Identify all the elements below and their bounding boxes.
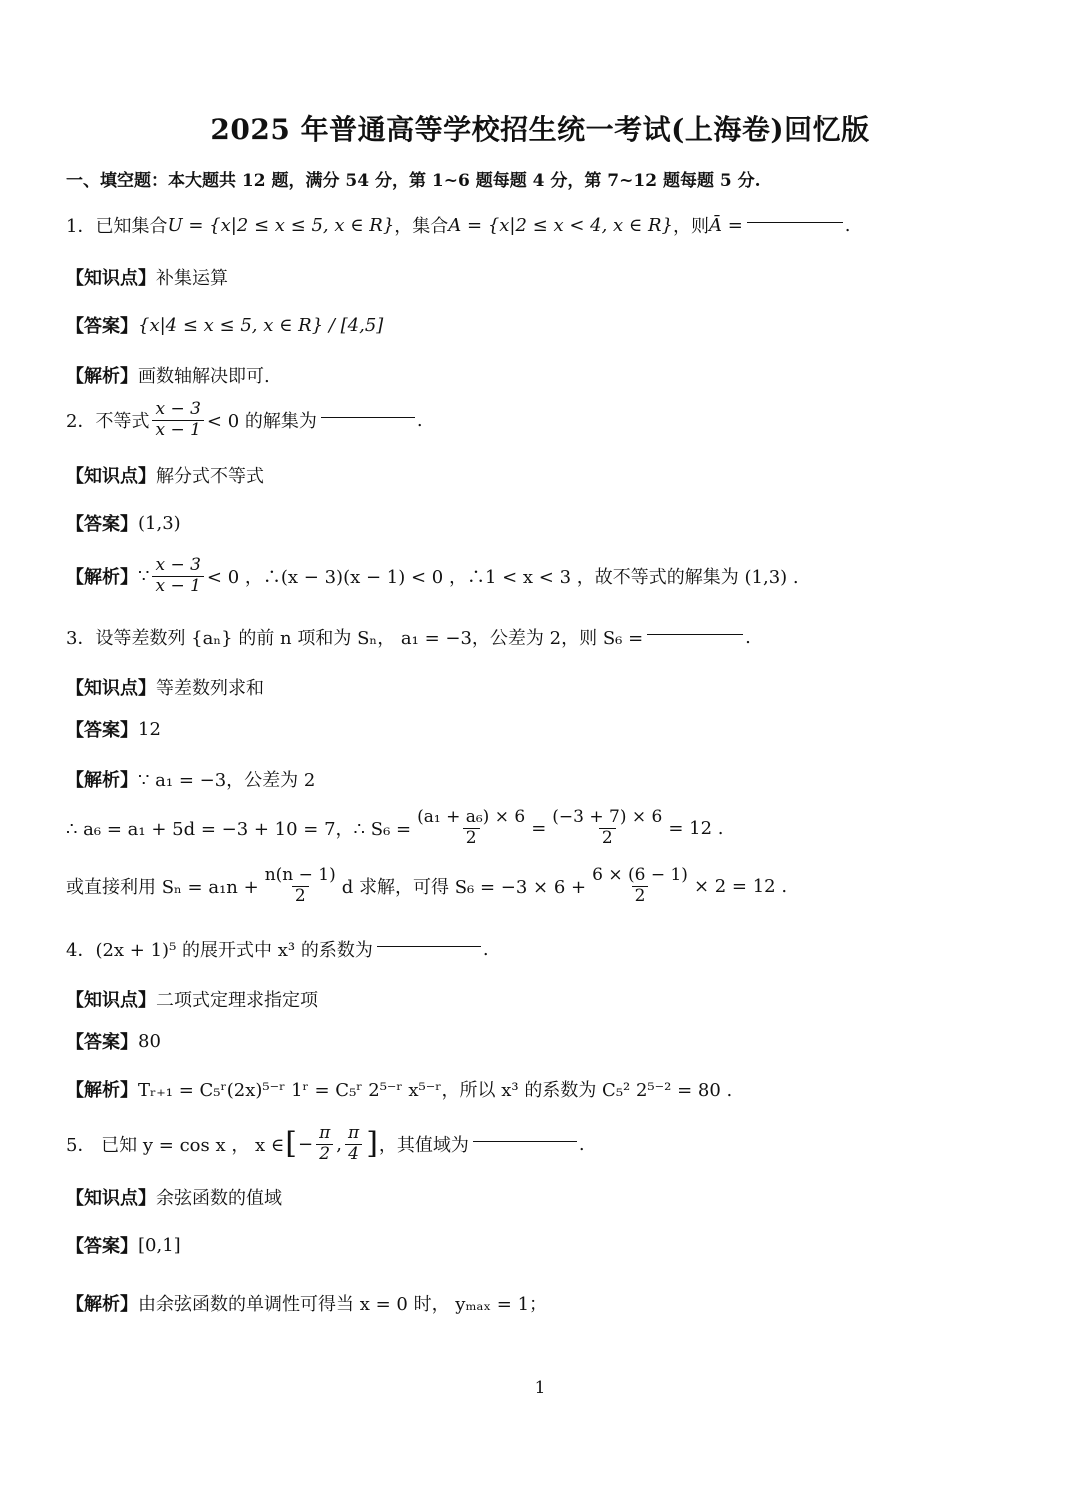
q4-answer-text: 80 [138,1030,161,1052]
q2-end: . [416,409,423,431]
answer-tag: 【答案】 [66,316,138,337]
q1-mid: ，集合 [394,216,449,237]
q3-answer-text: 12 [138,718,161,740]
q5-end: . [578,1133,585,1155]
q3-l2-den1: 2 [292,886,309,907]
analysis-tag: 【解析】 [66,1294,138,1315]
q4-answer [66,1028,161,1054]
q3-l2-num2: 6 × (6 − 1) [592,865,688,885]
q1-tail: ，则 [672,216,709,237]
q4-answer-blank [377,945,481,947]
q1-set-a: A = {x|2 ≤ x < 4, x ∈ R} [448,214,673,236]
q3-analysis [66,766,315,792]
answer-tag: 【答案】 [66,514,138,535]
q2-answer-blank [321,416,415,418]
q5-answer-text: [0,1] [138,1234,181,1256]
q2-relation: < 0 的解集为 [206,411,317,433]
q4-prefix: 4． [66,940,96,961]
q1-set-u: U = {x|2 ≤ x ≤ 5, x ∈ R} [167,214,395,236]
q4-analysis-text: Tᵣ₊₁ = C₅ʳ(2x)⁵⁻ʳ 1ʳ = C₅ʳ 2⁵⁻ʳ x⁵⁻ʳ，所以 x³ 的系数为 C₅² 2⁵⁻² = 80 . [138,1080,733,1101]
q5-fraction-2 [345,1124,362,1164]
q4-knowledge-text: 二项式定理求指定项 [156,990,318,1011]
q2-analysis-text: < 0 ，∴(x − 3)(x − 1) < 0 ，∴1 < x < 3 ，故不等式的解集为 (1,3) . [206,567,799,589]
q2-analysis-fraction [152,556,203,596]
analysis-tag: 【解析】 [66,1080,138,1101]
question-5 [66,1124,585,1164]
q2-answer-text: (1,3) [138,512,181,534]
q3-text: 3．设等差数列 {aₙ} 的前 n 项和为 Sₙ， a₁ = −3，公差为 2，则 S₆ = [66,628,644,649]
q3-l2-end: × 2 = 12 . [693,875,788,897]
q5-num2: π [348,1123,360,1143]
q1-answer-blank [747,221,843,223]
q1-knowledge [66,264,228,290]
q5-left-bracket: [ [285,1126,297,1162]
q5-right-bracket: ] [366,1126,378,1162]
q1-analysis-text: 画数轴解决即可. [138,366,270,387]
q1-analysis [66,362,270,388]
q3-l1-end: = 12 . [668,817,724,839]
q5-negative-sign: − [297,1133,314,1155]
question-1 [66,212,851,238]
q5-knowledge-text: 余弦函数的值域 [156,1188,282,1209]
q3-l1-num1: (a₁ + a₆) × 6 [417,807,526,827]
q3-analysis-text: ∵ a₁ = −3，公差为 2 [138,770,316,791]
page-number: 1 [534,1378,546,1398]
knowledge-tag: 【知识点】 [66,466,156,487]
q3-knowledge [66,674,264,700]
knowledge-tag: 【知识点】 [66,268,156,289]
question-2 [66,400,423,440]
q3-l2-den2: 2 [632,886,649,907]
knowledge-tag: 【知识点】 [66,1188,156,1209]
q2-because: ∵ [138,565,150,587]
q2-answer [66,510,181,536]
section-heading: 一、填空题：本大题共 12 题，满分 54 分，第 1~6 题每题 4 分，第 7~12 题每题 5 分. [66,171,761,191]
q1-answer [66,312,383,338]
q5-fraction-1 [316,1124,333,1164]
q3-l2-fraction-1 [262,866,339,906]
question-3 [66,624,751,650]
q1-complement: Ā = [708,214,743,236]
q5-answer-blank [473,1140,577,1142]
q2-fraction [152,400,203,440]
q5-num1: π [319,1123,331,1143]
q3-answer [66,716,161,742]
q5-analysis [66,1290,547,1316]
q5-prefix: 5． 已知 y = cos x ， x ∈ [66,1135,285,1157]
q4-end: . [482,938,489,960]
q2-prefix: 2．不等式 [66,411,150,433]
q1-answer-text: {x|4 ≤ x ≤ 5, x ∈ R} / [4,5] [138,314,384,336]
q5-analysis-text: 由余弦函数的单调性可得当 x = 0 时， yₘₐₓ = 1； [138,1294,548,1315]
q4-knowledge [66,986,318,1012]
q2-analysis-denominator: x − 1 [152,576,203,597]
analysis-tag: 【解析】 [66,366,138,387]
q3-l2-pre: 或直接利用 Sₙ = a₁n + [66,877,259,899]
q2-knowledge [66,462,264,488]
knowledge-tag: 【知识点】 [66,678,156,699]
answer-tag: 【答案】 [66,1236,138,1257]
q3-analysis-line-2 [66,866,787,906]
question-4 [66,936,489,962]
q3-analysis-line-1 [66,808,724,848]
q3-l1-fraction-2 [549,808,665,848]
q2-numerator: x − 3 [155,399,201,419]
q5-comma: , [336,1133,342,1155]
q3-l1-fraction-1 [414,808,528,848]
q2-denominator: x − 1 [152,420,203,441]
answer-tag: 【答案】 [66,720,138,741]
q2-knowledge-text: 解分式不等式 [156,466,264,487]
q5-answer [66,1232,181,1258]
q5-den2: 4 [345,1144,362,1165]
answer-tag: 【答案】 [66,1032,138,1053]
q3-knowledge-text: 等差数列求和 [156,678,264,699]
q5-relation: ，其值域为 [378,1135,469,1157]
analysis-tag: 【解析】 [66,567,138,589]
knowledge-tag: 【知识点】 [66,990,156,1011]
q3-l2-num1: n(n − 1) [264,865,336,885]
q2-analysis [66,556,799,596]
q2-analysis-numerator: x − 3 [155,555,201,575]
q5-den1: 2 [316,1144,333,1165]
q4-analysis [66,1076,732,1102]
q3-l1-den2: 2 [599,828,616,849]
q4-expression: (2x + 1)⁵ 的展开式中 x³ 的系数为 [95,940,373,961]
q1-prefix: 1．已知集合 [66,216,168,237]
q3-end: . [745,626,751,648]
q1-knowledge-text: 补集运算 [156,268,228,289]
q1-end: . [844,214,851,236]
q3-l1-eq: = [531,817,547,839]
q3-l1-den1: 2 [463,828,480,849]
q3-l1-pre: ∴ a₆ = a₁ + 5d = −3 + 10 = 7，∴ S₆ = [66,819,412,841]
q5-knowledge [66,1184,282,1210]
q3-l1-num2: (−3 + 7) × 6 [552,807,663,827]
q3-l2-fraction-2 [589,866,691,906]
q3-l2-mid: d 求解，可得 S₆ = −3 × 6 + [341,877,587,899]
q3-answer-blank [647,633,743,635]
analysis-tag: 【解析】 [66,770,138,791]
page-title: 2025 年普通高等学校招生统一考试(上海卷)回忆版 [210,113,870,146]
